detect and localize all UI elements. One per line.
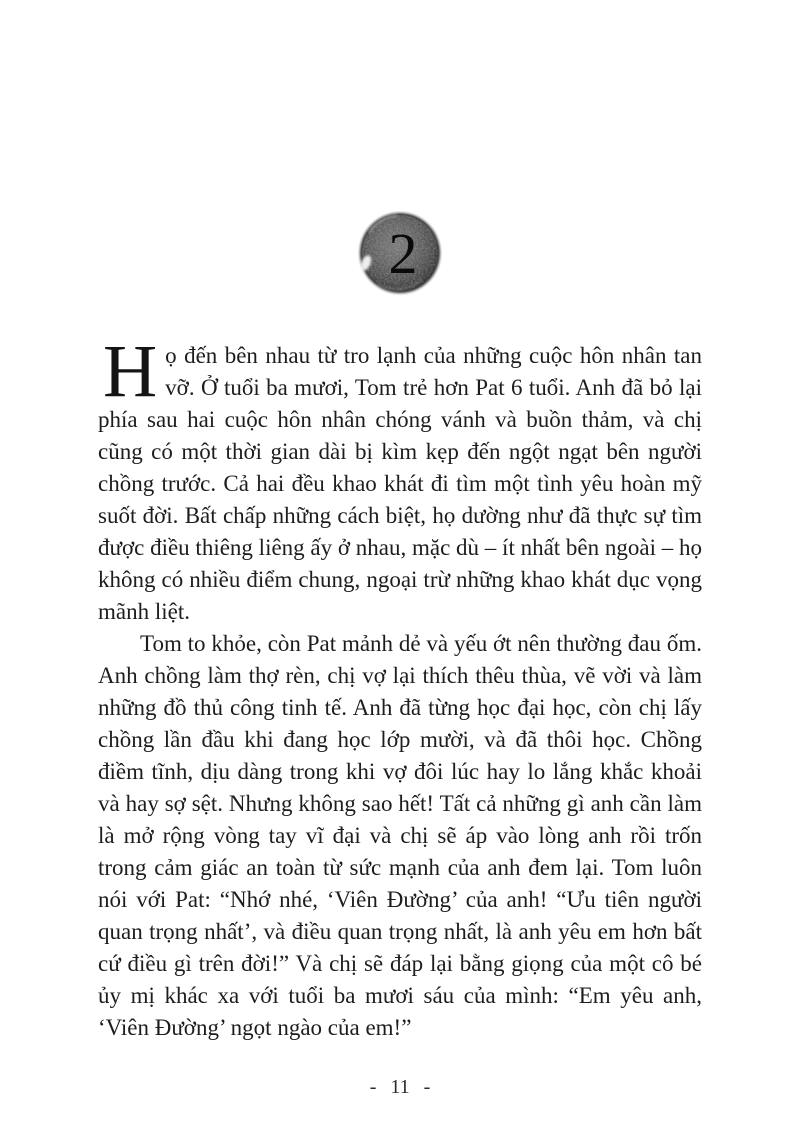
drop-cap: H [103,330,158,413]
body-text [98,330,702,1044]
paragraph-1-text: ọ đến bên nhau từ tro lạnh của những cuộc hôn nhân tan vỡ. Ở tuổi ba mươi, Tom trẻ hơn Pat 6 tuổi. Anh đã bỏ lại phía sau hai cuộc hôn nhân chóng vánh và buồn thảm, và chị cũng có một thời gian dài bị kìm kẹp đến ngột ngạt bên người chồng trước. Cả hai đều khao khát đi tìm một tình yêu hoàn mỹ suốt đời. Bất chấp những cách biệt, họ dường như đã thực sự tìm được điều thiêng liêng ấy ở nhau, mặc dù – ít nhất bên ngoài – họ không có nhiều điểm chung, ngoại trừ những khao khát dục vọng mãnh liệt. [98,343,702,624]
paragraph-2-text: Tom to khỏe, còn Pat mảnh dẻ và yếu ớt nên thường đau ốm. Anh chồng làm thợ rèn, chị vợ lại thích thêu thùa, vẽ vời và làm những đồ thủ công tinh tế. Anh đã từng học đại học, còn chị lấy chồng lần đầu khi đang học lớp mười, và đã thôi học. Chồng điềm tĩnh, dịu dàng trong khi vợ đôi lúc hay lo lắng khắc khoải và hay sợ sệt. Nhưng không sao hết! Tất cả những gì anh cần làm là mở rộng vòng tay vĩ đại và chị sẽ áp vào lòng anh rồi trốn trong cảm giác an toàn từ sức mạnh của anh đem lại. Tom luôn nói với Pat: “Nhớ nhé, ‘Viên Đường’ của anh! “Ưu tiên người quan trọng nhất’, và điều quan trọng nhất, là anh yêu em hơn bất cứ điều gì trên đời!” Và chị sẽ đáp lại bằng giọng của một cô bé ủy mị khác xa với tuổi ba mươi sáu của mình: “Em yêu anh, ‘Viên Đường’ ngọt ngào của em!” [98,631,702,1040]
page-number: - 11 - [369,1076,431,1098]
paragraph-1 [98,330,702,628]
chapter-number: 2 [388,221,418,286]
paragraph-2 [98,628,702,1044]
chapter-medallion [355,208,445,298]
chapter-medallion-icon [355,208,445,298]
